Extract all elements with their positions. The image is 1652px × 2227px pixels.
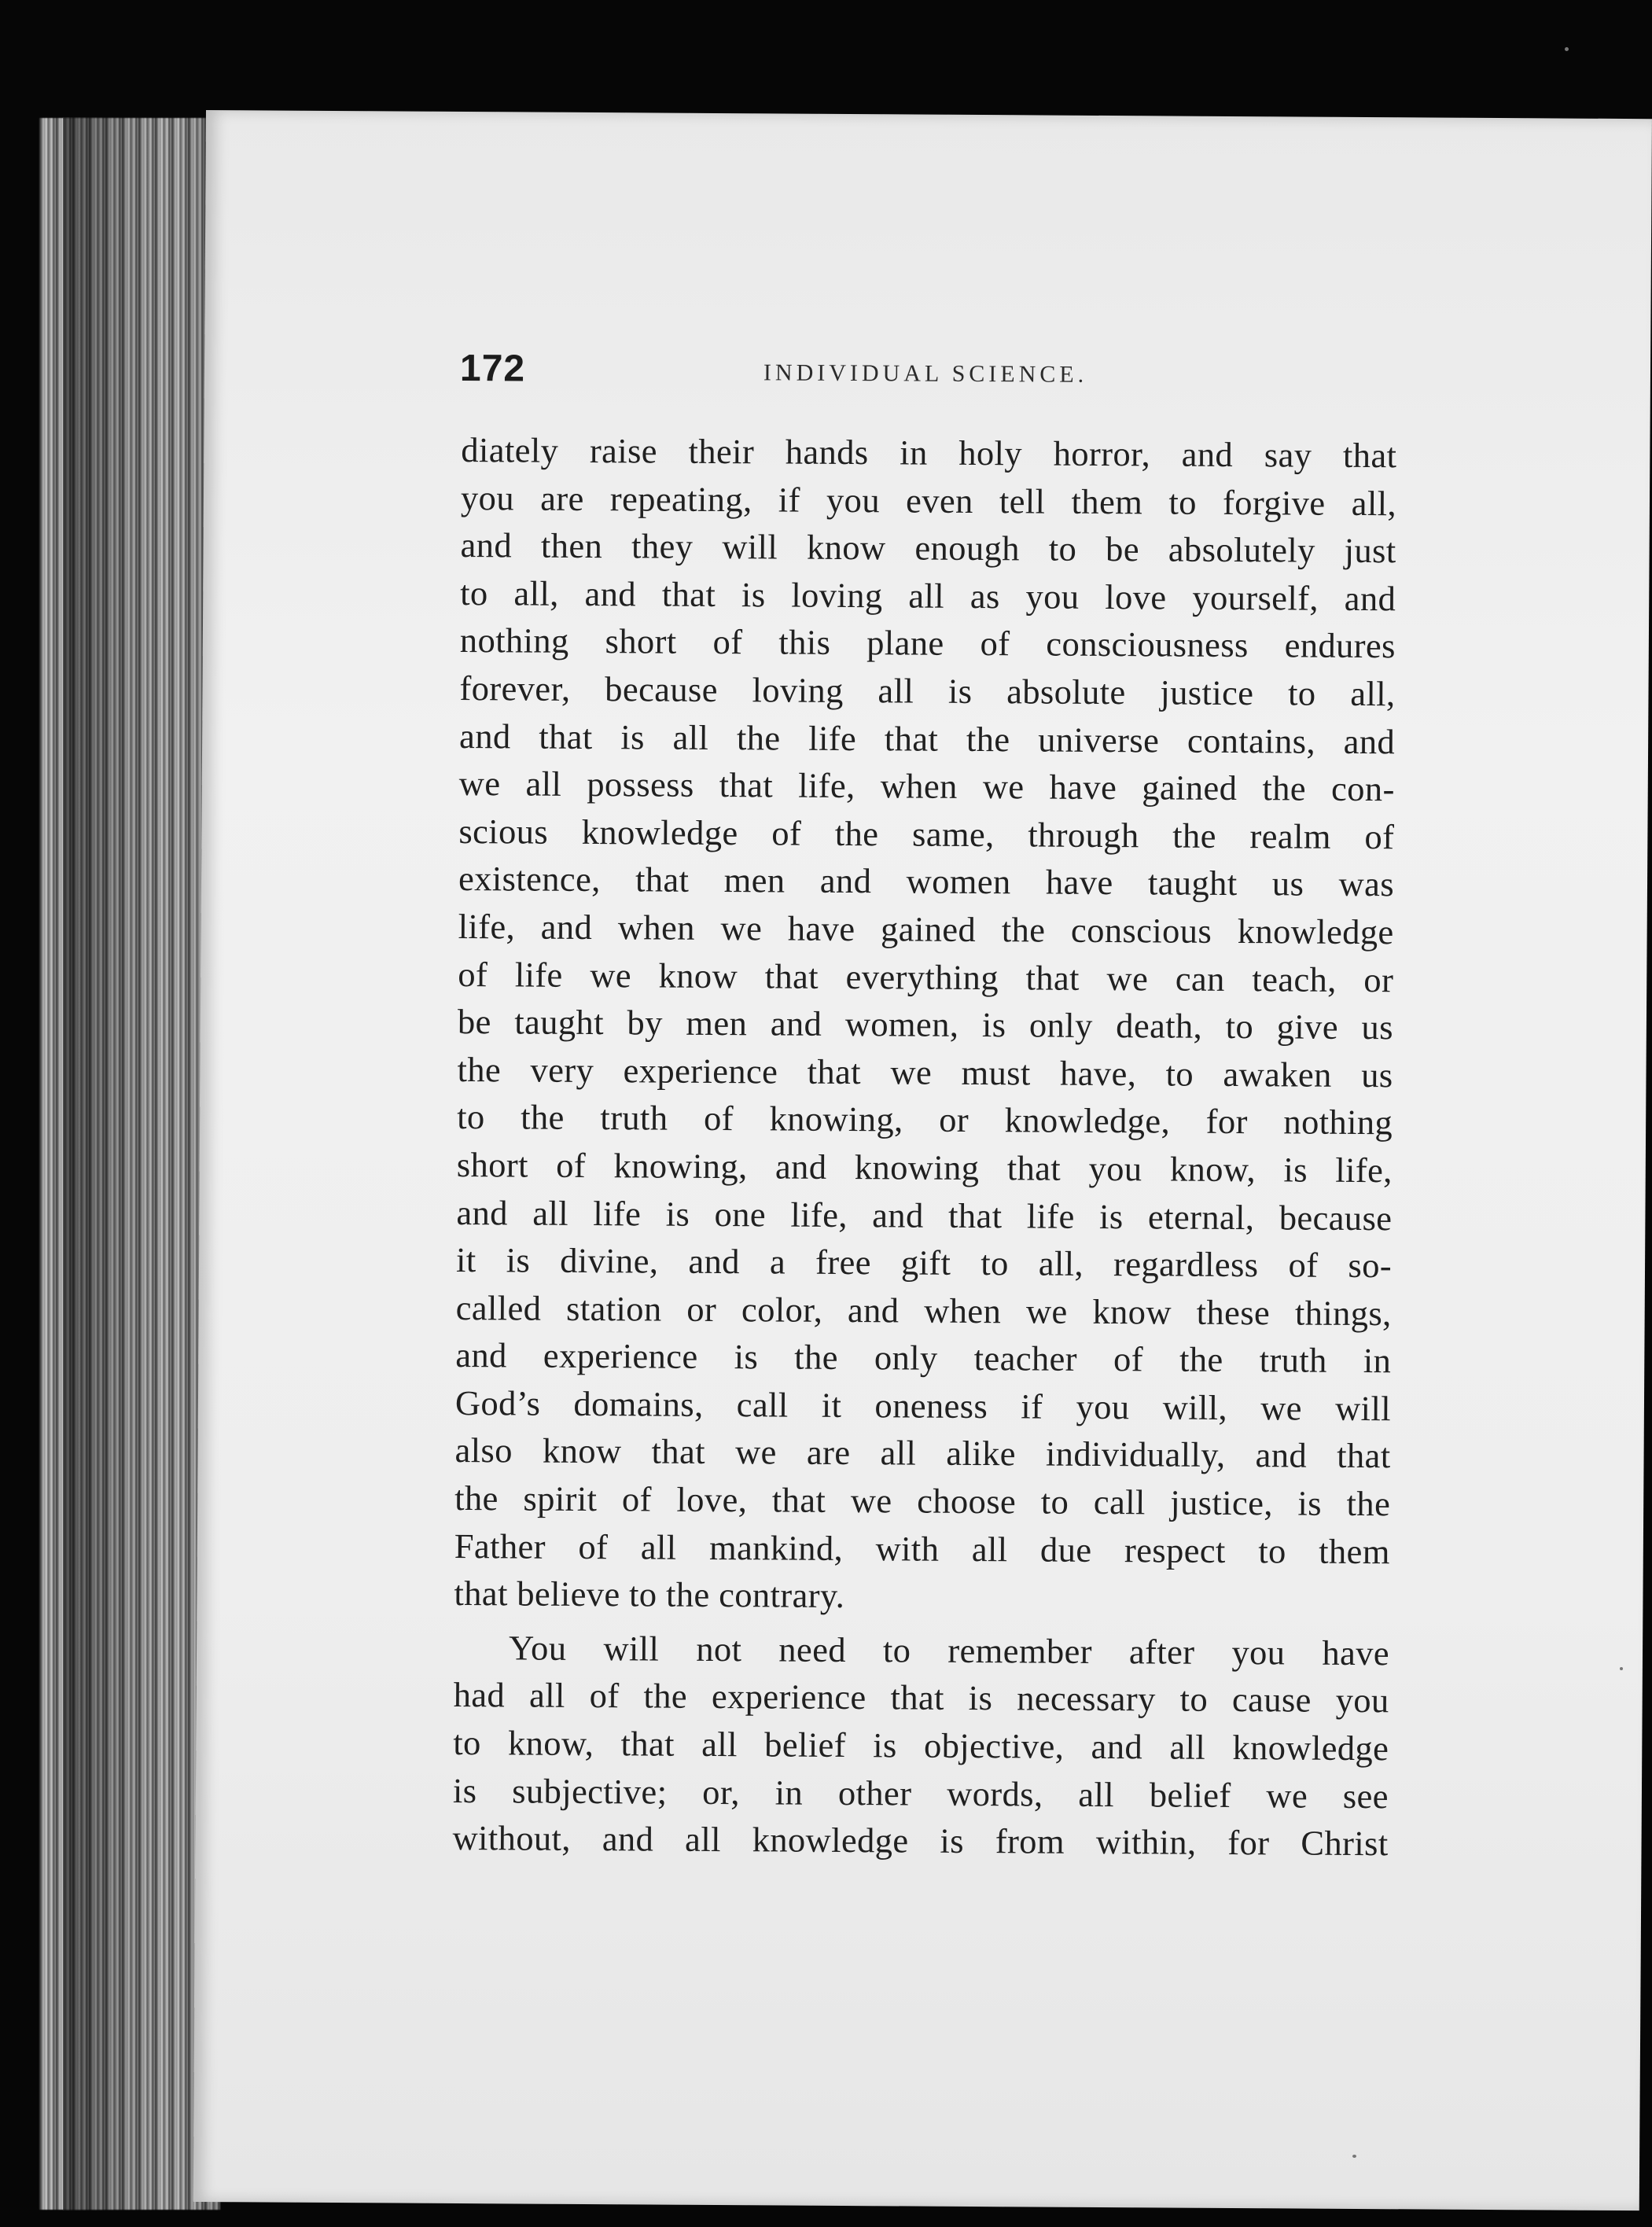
text-line: and experience is the only teacher of the truth in xyxy=(455,1335,1392,1381)
text-line: of life we know that everything that we can teach, or xyxy=(458,954,1394,999)
scan-speck xyxy=(1352,2155,1356,2158)
scan-speck xyxy=(1620,1667,1623,1670)
text-line: called station or color, and when we know these things, xyxy=(455,1287,1392,1333)
running-head xyxy=(460,347,1309,407)
running-title: INDIVIDUAL SCIENCE. xyxy=(763,359,1088,388)
text-line: to know, that all belief is objective, and all knowledge xyxy=(453,1722,1389,1769)
text-line: You will not need to remember after you have xyxy=(508,1628,1390,1673)
text-line: be taught by men and women, is only death, to give us xyxy=(457,1002,1394,1047)
text-line: God’s domains, call it oneness if you will, we will xyxy=(454,1382,1392,1429)
text-line: to the truth of knowing, or knowledge, for nothing xyxy=(457,1097,1393,1143)
paragraph xyxy=(452,1624,1389,1868)
scan-speck xyxy=(1565,47,1569,51)
book-page xyxy=(193,110,1652,2210)
text-line: the spirit of love, that we choose to call justice, is the xyxy=(454,1478,1391,1524)
text-line: had all of the experience that is necessary to cause you xyxy=(453,1675,1389,1721)
paragraph xyxy=(454,426,1396,1623)
page-number: 172 xyxy=(459,347,526,390)
text-line: and then they will know enough to be absolutely just xyxy=(460,525,1396,571)
text-line: you are repeating, if you even tell them to forgive all, xyxy=(460,477,1397,523)
text-line: Father of all mankind, with all due respect to them xyxy=(454,1526,1390,1571)
text-line: nothing short of this plane of consciousness endures xyxy=(459,620,1396,666)
text-line: also know that we are all alike individually, and that xyxy=(454,1430,1391,1476)
text-line: diately raise their hands in holy horror, and say that xyxy=(461,429,1397,476)
text-line: we all possess that life, when we have gained the con- xyxy=(458,764,1395,809)
text-line: existence, that men and women have taught us was xyxy=(458,859,1395,904)
text-line: without, and all knowledge is from within, for Christ xyxy=(452,1818,1389,1864)
text-line: and that is all the life that the universe contains, and xyxy=(458,716,1396,761)
text-line: to all, and that is loving all as you love yourself, and xyxy=(460,572,1396,619)
text-line: it is divine, and a free gift to all, regardless of so- xyxy=(455,1240,1393,1286)
body-text xyxy=(452,426,1396,1868)
text-line: scious knowledge of the same, through the realm of xyxy=(458,811,1395,856)
text-line: short of knowing, and knowing that you know, is life, xyxy=(456,1144,1393,1191)
text-line: that believe to the contrary. xyxy=(454,1574,845,1616)
text-line: is subjective; or, in other words, all belief we see xyxy=(452,1770,1389,1816)
text-line: forever, because loving all is absolute justice to all, xyxy=(459,668,1396,714)
text-line: and all life is one life, and that life is eternal, because xyxy=(456,1192,1393,1238)
text-line: life, and when we have gained the conscious knowledge xyxy=(458,906,1394,952)
text-line: the very experience that we must have, to awaken us xyxy=(457,1049,1393,1095)
